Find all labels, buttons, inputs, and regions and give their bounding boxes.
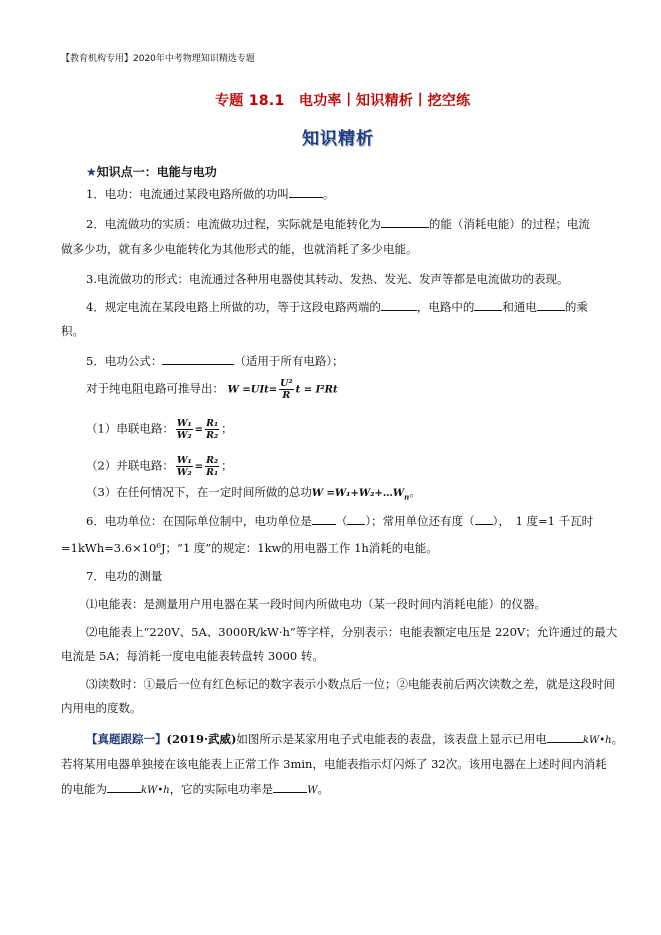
blank[interactable]	[107, 781, 141, 793]
item-1-text: 1．电功：电流通过某段电路所做的功叫	[86, 187, 289, 201]
exam-text-c2: ，它的实际电功率是	[169, 782, 274, 796]
unit-w: W	[307, 785, 318, 796]
parallel-ratio-r: $\frac{\text{R₂}}{\text{R₁}}$	[206, 455, 219, 478]
exam-question-line-2: 若将某用电器单独接在该电能表上正常工作 3min，电能表指示灯闪烁了 32次。该用电器在上述时间内消耗	[61, 757, 607, 771]
item-6-line-2: =1kWh=3.6×10⁶J；“1 度”的规定：1kw的用电器工作 1h消耗的电能。	[61, 541, 438, 555]
knowledge-point-heading	[86, 163, 217, 180]
item-6-line-1	[86, 513, 593, 529]
section-heading: 知识精析	[302, 129, 374, 149]
item-4-text-a: 4．规定电流在某段电路上所做的功，等于这段电路两端的	[86, 300, 381, 314]
blank[interactable]	[347, 513, 365, 525]
blank[interactable]	[162, 353, 234, 365]
item-4-line-2: 积。	[61, 324, 84, 338]
total-work-end: 。	[409, 485, 421, 499]
meter-1: ⑴电能表：是测量用户用电器在某一段时间内所做电功（某一段时间内消耗电能）的仪器。	[86, 597, 546, 611]
item-2-line-1	[86, 216, 590, 232]
blank[interactable]	[289, 186, 323, 198]
star-icon: ★	[86, 165, 97, 179]
blank[interactable]	[312, 513, 336, 525]
item-6-text-c: ）；常用单位还有度（	[365, 514, 475, 528]
item-4-text-b: ，电路中的	[416, 300, 475, 314]
total-work-text: （3）在任何情况下，在一定时间所做的总功	[86, 485, 312, 499]
item-5-text-a: 5．电功公式：	[86, 354, 163, 368]
total-work-formula: W =W₁+W₂+…W	[311, 488, 405, 499]
item-3: 3.电流做功的形式：电流通过各种用电器使其转动、发热、发光、发声等都是电流做功的表现。	[86, 272, 569, 286]
series-ratio-r: $\frac{\text{R₁}}{\text{R₂}}$	[206, 418, 219, 441]
item-4-line-1	[86, 299, 588, 315]
series-circuit: （1）串联电路： $\frac{\text{W₁}}{\text{W₂}}$ = $\frac{\text{R₁}}{\text{R₂}}$ ；	[86, 418, 233, 441]
item-5-text-b: （适用于所有电路）；	[234, 354, 344, 368]
blank[interactable]	[537, 299, 565, 311]
meter-3-line-2: 内用电的度数。	[61, 701, 142, 715]
item-2-text-a: 2．电流做功的实质：电流做功过程，实际就是电能转化为	[86, 217, 381, 231]
item-1-end: 。	[322, 187, 335, 201]
page-title: 专题 18.1 电功率丨知识精析丨挖空练	[215, 93, 471, 109]
total-work-sub: n	[404, 492, 410, 502]
exam-text-a-end: 。	[611, 732, 624, 746]
item-1	[86, 186, 334, 202]
blank[interactable]	[381, 299, 417, 311]
meter-2-line-2: 电流是 5A；每消耗一度电电能表转盘转 3000 转。	[61, 649, 324, 663]
blank[interactable]	[474, 299, 502, 311]
item-4-text-c: 和通电	[502, 300, 537, 314]
exam-text-end: 。	[317, 782, 329, 796]
exam-text-c: 的电能为	[61, 782, 107, 796]
parallel-label: （2）并联电路：	[86, 458, 174, 473]
item-5-line-2	[86, 378, 338, 401]
exam-source: (2019·武威)	[166, 732, 237, 746]
total-work	[86, 484, 421, 505]
formula-w-rest: t = I²Rt	[295, 384, 338, 396]
item-4-text-d: 的乘	[564, 300, 588, 314]
exam-tag: 【真题跟踪一】	[86, 732, 167, 746]
unit-kwh: kW•h	[141, 785, 170, 796]
item-6-text-d: ）， 1 度=1 千瓦时	[492, 514, 594, 528]
page-header: 【教育机构专用】2020年中考物理知识精选专题	[61, 54, 255, 64]
item-7: 7．电功的测量	[86, 569, 163, 583]
formula-fraction: $\frac{\text{U²}}{R}$	[280, 378, 293, 401]
series-label: （1）串联电路：	[86, 421, 174, 436]
item-2-text-b: 的能（消耗电能）的过程；电流	[428, 217, 590, 231]
item-2-line-2: 做多少功，就有多少电能转化为其他形式的能，也就消耗了多少电能。	[61, 242, 418, 256]
item-5-line-1	[86, 353, 344, 369]
item-6-text-a: 6．电功单位：在国际单位制中，电功单位是	[86, 514, 312, 528]
knowledge-point-label: 知识点一：电能与电功	[96, 165, 217, 179]
blank[interactable]	[381, 216, 429, 228]
parallel-ratio-w: $\frac{\text{W₁}}{\text{W₂}}$	[176, 455, 192, 478]
parallel-circuit: （2）并联电路： $\frac{\text{W₁}}{\text{W₂}}$ = $\frac{\text{R₂}}{\text{R₁}}$ ；	[86, 455, 233, 478]
exam-question-line-3	[61, 781, 329, 799]
meter-2-line-1: ⑵电能表上“220V、5A、3000R/kW·h”等字样，分别表示：电能表额定电压是 220V；允许通过的最大	[86, 625, 618, 639]
item-5-text-c: 对于纯电阻电路可推导出：	[86, 381, 224, 396]
series-ratio-w: $\frac{\text{W₁}}{\text{W₂}}$	[176, 418, 192, 441]
exam-question-line-1	[86, 731, 623, 749]
blank[interactable]	[547, 731, 583, 743]
unit-kwh: kW•h	[582, 735, 612, 746]
item-6-text-b: （	[335, 514, 348, 528]
blank[interactable]	[475, 513, 493, 525]
formula-w: W =UIt=	[227, 384, 278, 396]
exam-text-a: 如图所示是某家用电子式电能表的表盘，该表盘上显示已用电	[236, 732, 547, 746]
meter-3-line-1: ⑶读数时：①最后一位有红色标记的数字表示小数点后一位；②电能表前后两次读数之差，就是这段时间	[86, 677, 615, 691]
blank[interactable]	[273, 781, 307, 793]
